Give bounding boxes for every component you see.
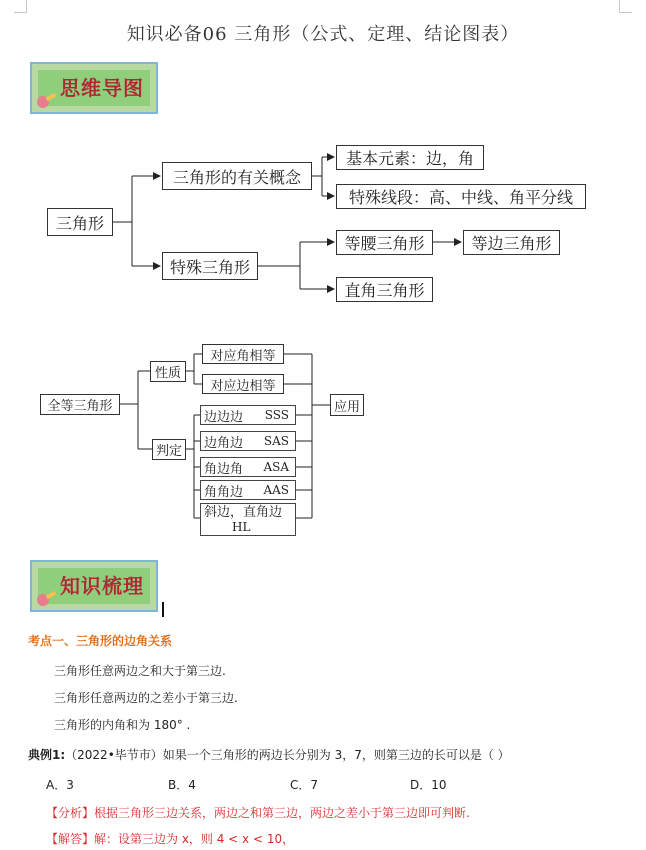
property-corresponding-sides: 对应边相等	[202, 374, 284, 394]
fact-line: 三角形的内角和为 180° .	[54, 718, 191, 732]
rule-aas: 角角边 AAS	[200, 480, 296, 500]
rule-sss: 边边边 SSS	[200, 405, 296, 425]
option-a: A．3	[46, 778, 74, 792]
fact-line: 三角形任意两边之和大于第三边.	[54, 664, 226, 678]
mindmap-equilateral: 等边三角形	[463, 230, 560, 255]
page-title: 知识必备06 三角形（公式、定理、结论图表）	[126, 24, 520, 45]
option-d: D．10	[410, 778, 447, 792]
fact-line: 三角形任意两边的之差小于第三边.	[54, 691, 238, 705]
answer-text: 【解答】解：设第三边为 x，则 4 < x < 10，	[46, 832, 295, 846]
banner-label: 知识梳理	[60, 574, 144, 598]
option-c: C．7	[290, 778, 319, 792]
example-label: 典例1:	[28, 748, 66, 762]
analysis-text: 【分析】根据三角形三边关系，两边之和第三边，两边之差小于第三边即可判断.	[46, 806, 470, 820]
example-question	[28, 746, 510, 763]
pencil-icon	[35, 591, 57, 607]
mindmap-right-triangle: 直角三角形	[336, 277, 433, 302]
knowledge-banner	[30, 560, 158, 612]
congruence-root: 全等三角形	[40, 394, 120, 415]
mindmap-special-segments: 特殊线段：高、中线、角平分线	[336, 184, 586, 209]
text-cursor	[162, 602, 164, 617]
banner-label: 思维导图	[60, 76, 144, 100]
mindmap-root: 三角形	[47, 208, 113, 236]
property-corresponding-angles: 对应角相等	[202, 344, 284, 364]
example-text: （2022•毕节市）如果一个三角形的两边长分别为 3，7，则第三边的长可以是（ ）	[65, 748, 510, 762]
mindmap-isosceles: 等腰三角形	[336, 230, 433, 255]
mindmap-basic-elements: 基本元素：边，角	[336, 145, 484, 170]
rule-asa: 角边角 ASA	[200, 457, 296, 477]
rule-sas: 边角边 SAS	[200, 431, 296, 451]
option-b: B．4	[168, 778, 196, 792]
mindmap-concept: 三角形的有关概念	[162, 162, 312, 190]
mindmap-special-triangle: 特殊三角形	[162, 252, 258, 280]
section-heading: 考点一、三角形的边角关系	[28, 634, 173, 648]
congruence-judgement: 判定	[152, 439, 186, 460]
congruence-application: 应用	[330, 394, 364, 416]
rule-hl: 斜边，直角边 HL	[200, 503, 296, 536]
congruence-property: 性质	[150, 361, 186, 382]
